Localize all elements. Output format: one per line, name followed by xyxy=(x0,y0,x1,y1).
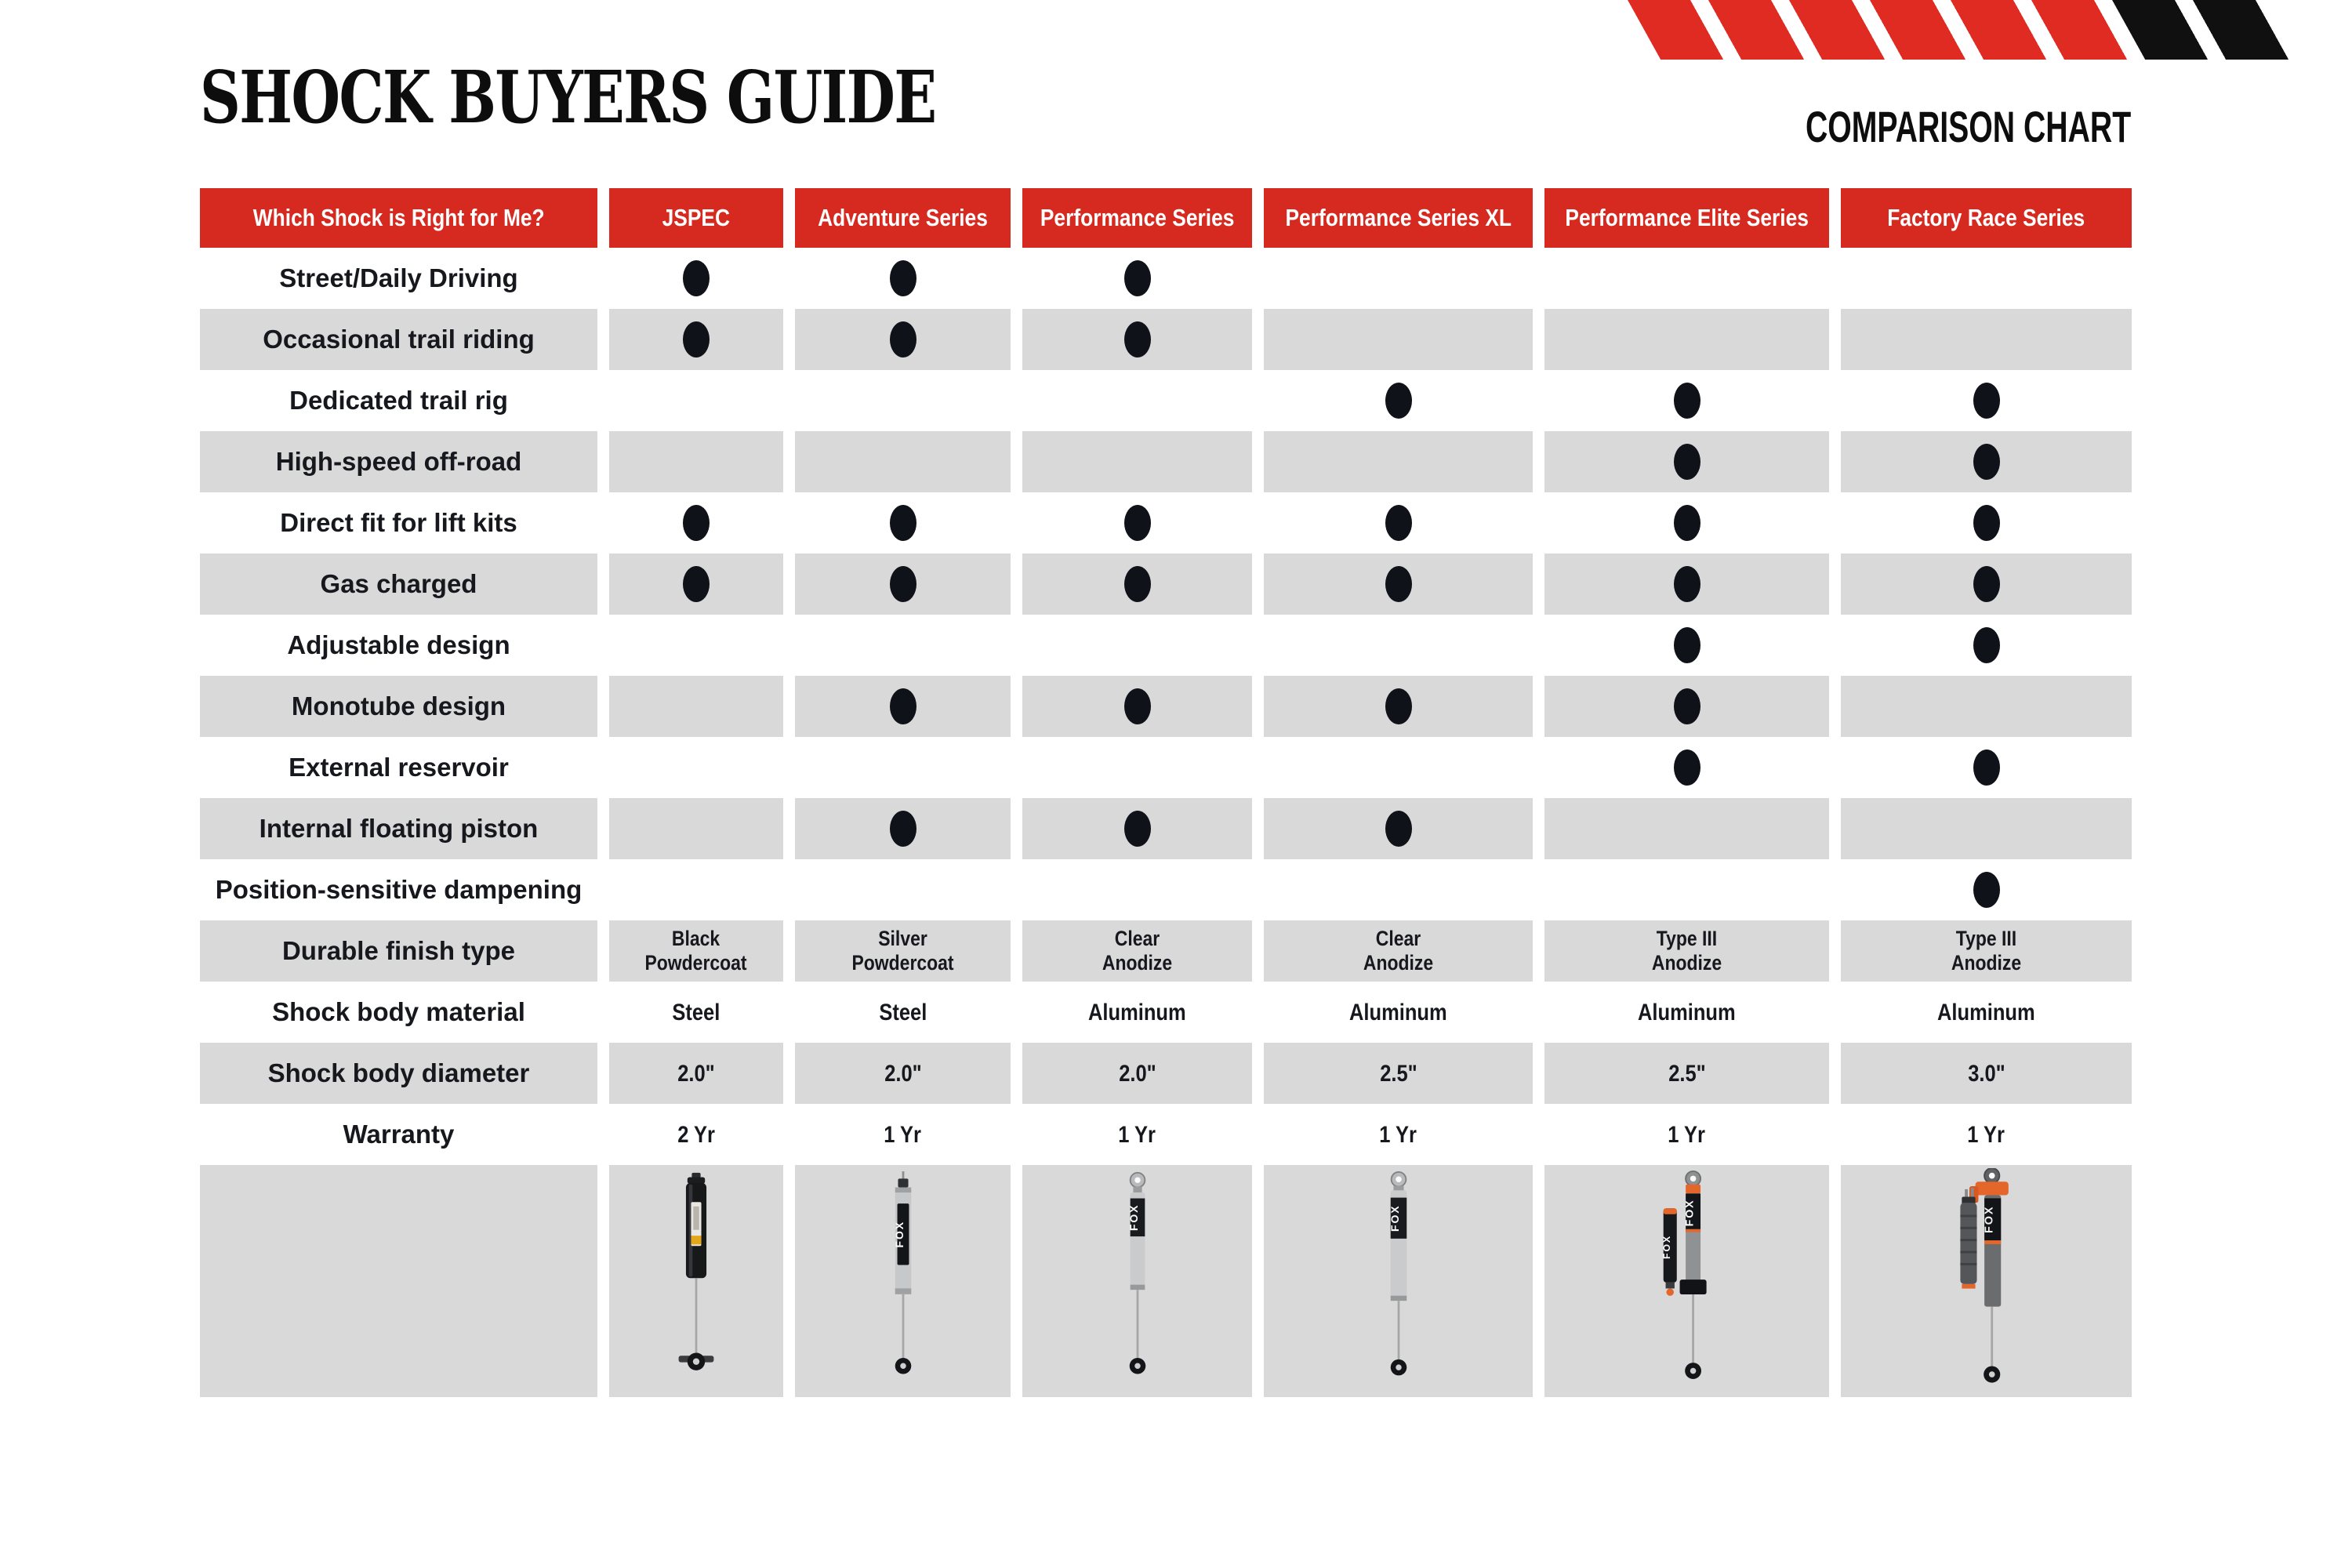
spec-cell-jspec xyxy=(609,1104,783,1165)
product-image-row xyxy=(200,1165,2132,1397)
row-label: Durable finish type xyxy=(281,936,516,965)
dot-cell-adventure xyxy=(795,370,1011,431)
feature-row-label-cell xyxy=(200,859,597,920)
dot-cell-adventure xyxy=(795,615,1011,676)
spec-value xyxy=(1638,1000,1736,1025)
red-stripes xyxy=(1628,0,2129,60)
dot-cell-performance-elite xyxy=(1544,859,1829,920)
spec-value xyxy=(673,1000,720,1025)
product-image-performance-elite xyxy=(1544,1165,1829,1397)
dot-cell-performance xyxy=(1022,615,1252,676)
spec-cell-factory-race xyxy=(1841,920,2132,982)
spec-value xyxy=(1968,1123,2005,1147)
feature-dot xyxy=(1124,321,1151,358)
dot-cell-adventure xyxy=(795,309,1011,370)
spec-value-line: 2.0" xyxy=(884,1060,922,1087)
spec-row xyxy=(200,920,2132,982)
feature-row xyxy=(200,492,2132,554)
dot-cell-performance-xl xyxy=(1264,737,1533,798)
feature-dot xyxy=(1973,383,2000,419)
product-image-jspec xyxy=(609,1165,783,1397)
spec-value-line: Anodize xyxy=(1951,951,2022,975)
dot-cell-factory-race xyxy=(1841,431,2132,492)
feature-row-label-cell xyxy=(200,676,597,737)
spec-cell-jspec xyxy=(609,1043,783,1104)
spec-cell-factory-race xyxy=(1841,1104,2132,1165)
spec-value-line: 2.0" xyxy=(1118,1060,1156,1087)
dot-cell-factory-race xyxy=(1841,676,2132,737)
spec-value xyxy=(1668,1062,1706,1086)
fox-logo-text: FOX xyxy=(1683,1199,1697,1227)
spec-cell-performance xyxy=(1022,1043,1252,1104)
spec-cell-performance-xl xyxy=(1264,1104,1533,1165)
spec-cell-adventure xyxy=(795,920,1011,982)
feature-row-label-cell xyxy=(200,492,597,554)
dot-cell-factory-race xyxy=(1841,798,2132,859)
spec-row-label-cell xyxy=(200,920,597,982)
spec-value-line: 1 Yr xyxy=(1118,1121,1156,1148)
spec-value xyxy=(1968,1062,2005,1086)
feature-dot xyxy=(1973,872,2000,908)
dot-cell-adventure xyxy=(795,248,1011,309)
dot-cell-factory-race xyxy=(1841,859,2132,920)
row-label: Street/Daily Driving xyxy=(279,263,518,292)
column-header-text: Performance Series XL xyxy=(1285,204,1512,231)
spec-value-line: Type III xyxy=(1955,927,2017,950)
spec-value-line: Clear xyxy=(1114,927,1160,950)
dot-cell-performance-xl xyxy=(1264,309,1533,370)
spec-cell-jspec xyxy=(609,982,783,1043)
product-cell-empty xyxy=(200,1165,597,1397)
dot-cell-performance-xl xyxy=(1264,370,1533,431)
dot-cell-performance xyxy=(1022,431,1252,492)
dot-cell-jspec xyxy=(609,492,783,554)
spec-value-line: 2.5" xyxy=(1379,1060,1417,1087)
dot-cell-jspec xyxy=(609,309,783,370)
spec-value-line: Anodize xyxy=(1363,951,1434,975)
feature-row xyxy=(200,615,2132,676)
spec-cell-performance-elite xyxy=(1544,1043,1829,1104)
spec-cell-performance-elite xyxy=(1544,1104,1829,1165)
feature-row xyxy=(200,737,2132,798)
spec-cell-adventure xyxy=(795,1104,1011,1165)
dot-cell-jspec xyxy=(609,615,783,676)
spec-cell-performance-xl xyxy=(1264,1043,1533,1104)
column-header-text: Factory Race Series xyxy=(1887,204,2085,231)
spec-cell-performance xyxy=(1022,920,1252,982)
feature-row xyxy=(200,248,2132,309)
spec-value-line: 1 Yr xyxy=(884,1121,922,1148)
spec-cell-jspec xyxy=(609,920,783,982)
feature-dot xyxy=(1385,566,1412,602)
column-header-factory-race xyxy=(1841,188,2132,248)
dot-cell-performance-elite xyxy=(1544,248,1829,309)
spec-value-line: Powdercoat xyxy=(644,951,748,975)
spec-value-line: 1 Yr xyxy=(1967,1121,2005,1148)
row-label: Shock body diameter xyxy=(267,1058,530,1087)
column-header-text: Adventure Series xyxy=(818,204,988,231)
dot-cell-adventure xyxy=(795,798,1011,859)
spec-cell-factory-race xyxy=(1841,1043,2132,1104)
dot-cell-performance-xl xyxy=(1264,492,1533,554)
feature-dot xyxy=(1674,688,1700,724)
row-label: Occasional trail riding xyxy=(263,325,535,354)
dot-cell-performance-elite xyxy=(1544,615,1829,676)
feature-row xyxy=(200,676,2132,737)
dot-cell-performance xyxy=(1022,492,1252,554)
spec-cell-adventure xyxy=(795,982,1011,1043)
feature-dot xyxy=(1385,811,1412,847)
spec-value xyxy=(1937,1000,2035,1025)
spec-row-label-cell xyxy=(200,1104,597,1165)
column-header-performance-xl xyxy=(1264,188,1533,248)
spec-value xyxy=(851,927,953,975)
dot-cell-performance-elite xyxy=(1544,431,1829,492)
dot-cell-adventure xyxy=(795,737,1011,798)
dot-cell-performance-elite xyxy=(1544,492,1829,554)
dot-cell-factory-race xyxy=(1841,737,2132,798)
comparison-table xyxy=(200,188,2132,1397)
spec-value-line: 3.0" xyxy=(1967,1060,2005,1087)
spec-cell-factory-race xyxy=(1841,982,2132,1043)
dot-cell-performance-elite xyxy=(1544,737,1829,798)
product-image-performance xyxy=(1022,1165,1252,1397)
spec-value-line: Powdercoat xyxy=(851,951,954,975)
spec-value-line: Clear xyxy=(1375,927,1421,950)
feature-row xyxy=(200,798,2132,859)
dot-cell-performance-elite xyxy=(1544,309,1829,370)
feature-row-label-cell xyxy=(200,309,597,370)
dot-cell-performance xyxy=(1022,554,1252,615)
spec-value xyxy=(1380,1062,1417,1086)
dot-cell-factory-race xyxy=(1841,309,2132,370)
feature-dot xyxy=(1973,444,2000,480)
dot-cell-factory-race xyxy=(1841,370,2132,431)
spec-value xyxy=(677,1062,715,1086)
dot-cell-adventure xyxy=(795,554,1011,615)
dot-cell-jspec xyxy=(609,859,783,920)
dot-cell-adventure xyxy=(795,676,1011,737)
feature-dot xyxy=(890,505,916,541)
dot-cell-jspec xyxy=(609,554,783,615)
dot-cell-jspec xyxy=(609,676,783,737)
feature-dot xyxy=(1674,383,1700,419)
fox-logo-text: FOX xyxy=(1661,1234,1672,1259)
feature-dot xyxy=(1385,688,1412,724)
feature-dot xyxy=(683,505,710,541)
dot-cell-performance-elite xyxy=(1544,798,1829,859)
feature-dot xyxy=(890,811,916,847)
spec-value-line: Aluminum xyxy=(1638,999,1736,1025)
dot-cell-adventure xyxy=(795,492,1011,554)
spec-cell-performance-xl xyxy=(1264,982,1533,1043)
spec-value xyxy=(1102,927,1172,975)
feature-row xyxy=(200,431,2132,492)
dot-cell-jspec xyxy=(609,248,783,309)
spec-value-line: Steel xyxy=(672,999,720,1025)
column-header-jspec xyxy=(609,188,783,248)
feature-dot xyxy=(1385,383,1412,419)
page-title: SHOCK BUYERS GUIDE xyxy=(200,55,936,140)
spec-value xyxy=(1951,927,2021,975)
spec-cell-performance xyxy=(1022,1104,1252,1165)
product-image-factory-race xyxy=(1841,1165,2132,1397)
dot-cell-factory-race xyxy=(1841,554,2132,615)
row-label: Adjustable design xyxy=(287,630,510,659)
spec-value xyxy=(677,1123,715,1147)
header-row xyxy=(200,188,2132,248)
dot-cell-factory-race xyxy=(1841,492,2132,554)
dot-cell-performance-xl xyxy=(1264,615,1533,676)
dot-cell-jspec xyxy=(609,370,783,431)
comparison-chart-label: COMPARISON CHART xyxy=(1805,102,2131,151)
spec-cell-performance xyxy=(1022,982,1252,1043)
column-header-performance-elite xyxy=(1544,188,1829,248)
dot-cell-performance-xl xyxy=(1264,676,1533,737)
feature-dot xyxy=(1674,750,1700,786)
feature-row-label-cell xyxy=(200,370,597,431)
row-label: Gas charged xyxy=(320,569,477,598)
dot-cell-performance-xl xyxy=(1264,798,1533,859)
feature-row xyxy=(200,859,2132,920)
dot-cell-performance-xl xyxy=(1264,859,1533,920)
column-header-text: Performance Series xyxy=(1040,204,1235,231)
row-label: Warranty xyxy=(343,1120,455,1149)
spec-row xyxy=(200,982,2132,1043)
dot-cell-performance xyxy=(1022,309,1252,370)
spec-cell-performance-elite xyxy=(1544,920,1829,982)
dot-cell-performance xyxy=(1022,859,1252,920)
row-label: Dedicated trail rig xyxy=(289,386,508,415)
feature-dot xyxy=(890,688,916,724)
fox-logo-text: FOX xyxy=(1388,1204,1401,1232)
spec-row-label-cell xyxy=(200,982,597,1043)
feature-dot xyxy=(1124,260,1151,296)
feature-row xyxy=(200,554,2132,615)
product-image-adventure xyxy=(795,1165,1011,1397)
dot-cell-performance-xl xyxy=(1264,431,1533,492)
feature-row xyxy=(200,309,2132,370)
dot-cell-performance-elite xyxy=(1544,554,1829,615)
feature-dot xyxy=(1674,444,1700,480)
spec-value xyxy=(1349,1000,1447,1025)
spec-value xyxy=(884,1123,922,1147)
dot-cell-performance xyxy=(1022,798,1252,859)
feature-row-label-cell xyxy=(200,554,597,615)
spec-row xyxy=(200,1043,2132,1104)
spec-cell-performance-xl xyxy=(1264,920,1533,982)
feature-row xyxy=(200,370,2132,431)
dot-cell-adventure xyxy=(795,859,1011,920)
row-label: Internal floating piston xyxy=(259,814,539,843)
feature-dot xyxy=(683,566,710,602)
spec-value xyxy=(1652,927,1722,975)
feature-dot xyxy=(1674,505,1700,541)
feature-dot xyxy=(1674,566,1700,602)
column-header-label xyxy=(200,188,597,248)
spec-value-line: Aluminum xyxy=(1088,999,1186,1025)
dot-cell-performance xyxy=(1022,370,1252,431)
spec-value xyxy=(645,927,747,975)
spec-cell-performance-elite xyxy=(1544,982,1829,1043)
spec-value xyxy=(1380,1123,1417,1147)
feature-dot xyxy=(1124,566,1151,602)
row-label: Position-sensitive dampening xyxy=(215,875,583,904)
spec-value-line: Aluminum xyxy=(1937,999,2035,1025)
column-header-text: Which Shock is Right for Me? xyxy=(252,204,545,231)
fox-logo-text: FOX xyxy=(1983,1205,1996,1233)
feature-row-label-cell xyxy=(200,798,597,859)
dot-cell-performance-elite xyxy=(1544,370,1829,431)
spec-value-line: 1 Yr xyxy=(1379,1121,1417,1148)
feature-dot xyxy=(1124,505,1151,541)
black-stripes xyxy=(2112,0,2291,60)
dot-cell-performance-xl xyxy=(1264,554,1533,615)
spec-row-label-cell xyxy=(200,1043,597,1104)
spec-value xyxy=(1668,1123,1706,1147)
spec-value-line: Silver xyxy=(878,927,927,950)
spec-value xyxy=(884,1062,922,1086)
feature-dot xyxy=(890,260,916,296)
spec-value-line: 2.0" xyxy=(677,1060,715,1087)
feature-row-label-cell xyxy=(200,737,597,798)
spec-value-line: Anodize xyxy=(1102,951,1173,975)
product-image-performance-xl xyxy=(1264,1165,1533,1397)
fox-logo-text: FOX xyxy=(892,1221,906,1248)
feature-dot xyxy=(890,321,916,358)
spec-value-line: Type III xyxy=(1656,927,1718,950)
column-header-text: JSPEC xyxy=(662,204,731,231)
feature-dot xyxy=(1124,811,1151,847)
column-header-adventure xyxy=(795,188,1011,248)
spec-value-line: 2.5" xyxy=(1668,1060,1706,1087)
feature-dot xyxy=(683,260,710,296)
spec-value xyxy=(1088,1000,1186,1025)
feature-row-label-cell xyxy=(200,248,597,309)
dot-cell-jspec xyxy=(609,431,783,492)
dot-cell-adventure xyxy=(795,431,1011,492)
feature-dot xyxy=(1973,627,2000,663)
spec-cell-adventure xyxy=(795,1043,1011,1104)
dot-cell-factory-race xyxy=(1841,248,2132,309)
dot-cell-performance xyxy=(1022,737,1252,798)
dot-cell-performance-xl xyxy=(1264,248,1533,309)
spec-value-line: Aluminum xyxy=(1349,999,1447,1025)
feature-row-label-cell xyxy=(200,615,597,676)
spec-value xyxy=(1119,1123,1156,1147)
row-label: Shock body material xyxy=(272,997,525,1026)
column-header-text: Performance Elite Series xyxy=(1565,204,1809,231)
spec-value-line: Black xyxy=(672,927,720,950)
feature-dot xyxy=(683,321,710,358)
spec-value-line: Steel xyxy=(879,999,927,1025)
row-label: High-speed off-road xyxy=(275,447,522,476)
spec-value-line: 1 Yr xyxy=(1668,1121,1706,1148)
spec-value xyxy=(1363,927,1433,975)
row-label: External reservoir xyxy=(289,753,509,782)
dot-cell-jspec xyxy=(609,798,783,859)
fox-logo-text: FOX xyxy=(1127,1203,1140,1231)
spec-value-line: Anodize xyxy=(1651,951,1722,975)
row-label: Monotube design xyxy=(291,691,506,720)
column-header-performance xyxy=(1022,188,1252,248)
dot-cell-factory-race xyxy=(1841,615,2132,676)
feature-dot xyxy=(1674,627,1700,663)
row-label: Direct fit for lift kits xyxy=(280,508,517,537)
spec-row xyxy=(200,1104,2132,1165)
dot-cell-performance xyxy=(1022,676,1252,737)
spec-value xyxy=(879,1000,927,1025)
feature-dot xyxy=(1973,566,2000,602)
spec-value xyxy=(1119,1062,1156,1086)
feature-row-label-cell xyxy=(200,431,597,492)
feature-dot xyxy=(1973,750,2000,786)
dot-cell-performance-elite xyxy=(1544,676,1829,737)
feature-dot xyxy=(1973,505,2000,541)
feature-dot xyxy=(1385,505,1412,541)
feature-dot xyxy=(890,566,916,602)
spec-value-line: 2 Yr xyxy=(677,1121,715,1148)
dot-cell-performance xyxy=(1022,248,1252,309)
feature-dot xyxy=(1124,688,1151,724)
dot-cell-jspec xyxy=(609,737,783,798)
